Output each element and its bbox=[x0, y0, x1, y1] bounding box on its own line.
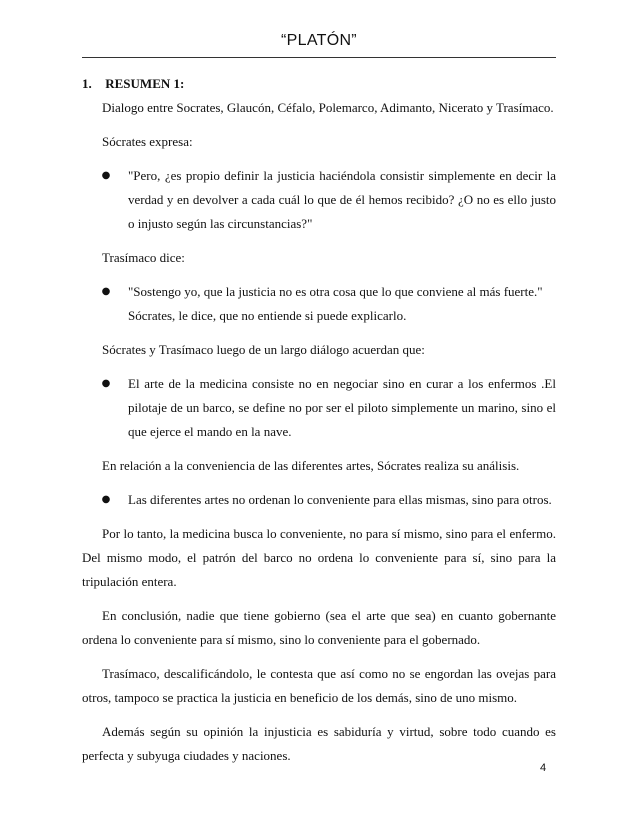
page-number: 4 bbox=[540, 762, 547, 774]
bullet-text: "Sostengo yo, que la justicia no es otra cosa que lo que conviene al más fuerte." bbox=[128, 284, 543, 299]
intro-paragraph: Dialogo entre Socrates, Glaucón, Céfalo, Polemarco, Adimanto, Nicerato y Trasímaco. bbox=[102, 100, 554, 115]
paragraph-acuerdo: Sócrates y Trasímaco luego de un largo diálogo acuerdan que: bbox=[102, 342, 425, 357]
bullet-text: "Pero, ¿es propio definir la justicia haciéndola consistir simplemente en decir la verdad y en devolver a cada cuál lo que de él hemos recibido? ¿O no es ello justo o injusto según las circunstancias?" bbox=[128, 168, 556, 231]
bullet-item-4 bbox=[101, 488, 556, 512]
paragraph-injusticia: Además según su opinión la injusticia es sabiduría y virtud, sobre todo cuando es perfecta y subyuga ciudades y naciones. bbox=[82, 724, 556, 763]
bullet-icon: ● bbox=[101, 378, 111, 389]
section-heading bbox=[82, 72, 556, 96]
paragraph-conclusion: En conclusión, nadie que tiene gobierno (sea el arte que sea) en cuanto gobernante ordena lo conveniente para sí mismo, sino lo conveniente para el gobernado. bbox=[82, 608, 556, 647]
bullet-icon: ● bbox=[101, 494, 111, 505]
header-divider bbox=[82, 57, 556, 58]
bullet-item-1 bbox=[101, 164, 556, 236]
paragraph-medicina: Por lo tanto, la medicina busca lo conveniente, no para sí mismo, sino para el enfermo. Del mismo modo, el patrón del barco no ordena lo conveniente para sí, sino para la tripulación entera. bbox=[82, 526, 556, 589]
bullet-text: El arte de la medicina consiste no en negociar sino en curar a los enfermos .El pilotaje de un barco, se define no por ser el piloto simplemente un marino, sino el que ejerce el mando en la nave. bbox=[128, 376, 556, 439]
bullet-icon: ● bbox=[101, 170, 111, 181]
page-header-title: “PLATÓN” bbox=[281, 32, 357, 49]
bullet-item-2 bbox=[101, 280, 556, 328]
paragraph-trasimaco-dice: Trasímaco dice: bbox=[102, 250, 185, 265]
section-number: 1. bbox=[82, 76, 92, 91]
bullet-text-continued: Sócrates, le dice, que no entiende si puede explicarlo. bbox=[128, 308, 407, 323]
bullet-icon: ● bbox=[101, 286, 111, 297]
document-body bbox=[82, 72, 556, 768]
paragraph-ovejas: Trasímaco, descalificándolo, le contesta que así como no se engordan las ovejas para otros, tampoco se practica la justicia en beneficio de los demás, sino de uno mismo. bbox=[82, 666, 556, 705]
section-title: RESUMEN 1: bbox=[105, 76, 185, 91]
paragraph-socrates-expresa: Sócrates expresa: bbox=[102, 134, 193, 149]
paragraph-conveniencia: En relación a la conveniencia de las diferentes artes, Sócrates realiza su análisis. bbox=[102, 458, 520, 473]
bullet-item-3 bbox=[101, 372, 556, 444]
bullet-text: Las diferentes artes no ordenan lo conveniente para ellas mismas, sino para otros. bbox=[128, 492, 552, 507]
